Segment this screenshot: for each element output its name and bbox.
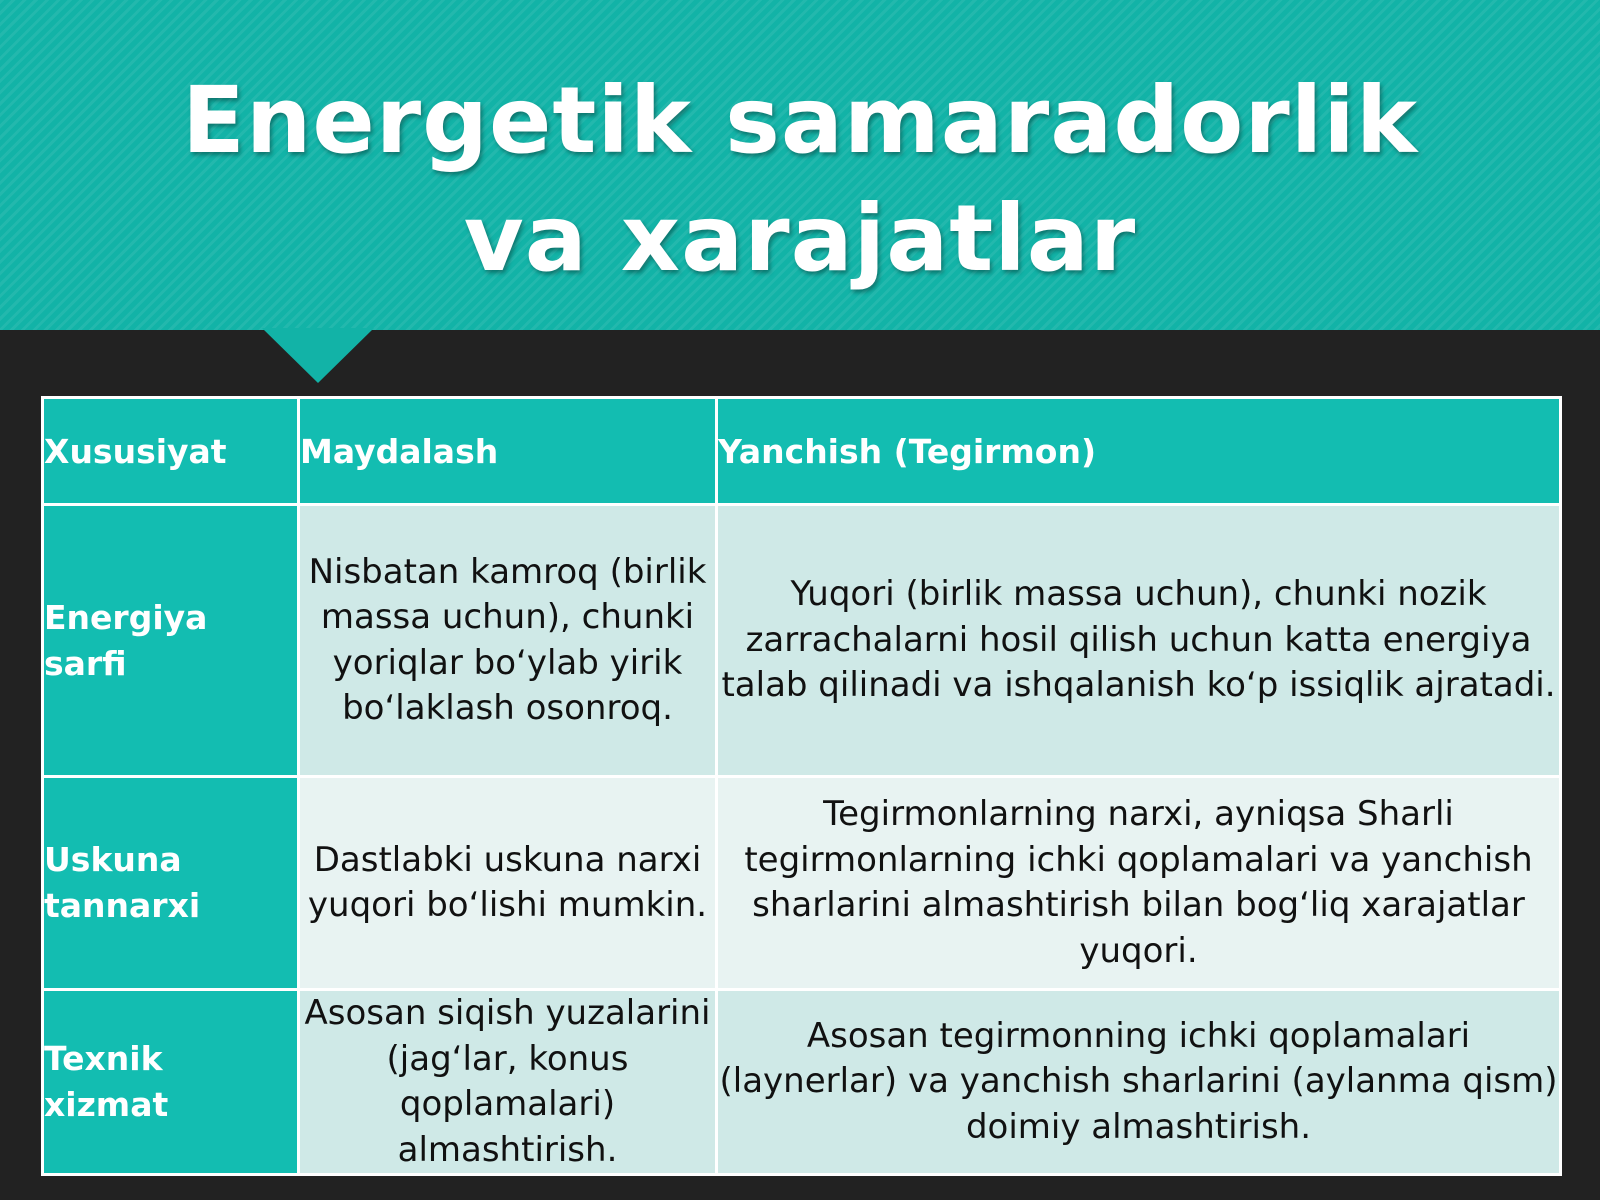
header-xususiyat: Xususiyat: [43, 398, 299, 505]
row-label: Texnik xizmat: [43, 990, 299, 1175]
banner-pointer: [262, 328, 374, 383]
title-line-1: Energetik samaradorlik: [181, 67, 1418, 174]
header-yanchish: Yanchish (Tegirmon): [717, 398, 1561, 505]
slide-title: [0, 62, 1600, 298]
table-row: [43, 990, 1561, 1175]
table-row: [43, 777, 1561, 990]
header-row: [43, 398, 1561, 505]
maydalash-cell: Dastlabki uskuna narxi yuqori bo‘lishi mumkin.: [299, 777, 717, 990]
title-line-2: va xarajatlar: [463, 185, 1137, 292]
yanchish-cell: Asosan tegirmonning ichki qoplamalari (laynerlar) va yanchish sharlarini (aylanma qism) doimiy almashtirish.: [717, 990, 1561, 1175]
yanchish-cell: Yuqori (birlik massa uchun), chunki nozik zarrachalarni hosil qilish uchun katta energiya talab qilinadi va ishqalanish ko‘p issiqlik ajratadi.: [717, 505, 1561, 777]
title-banner: [0, 0, 1600, 330]
header-maydalash: Maydalash: [299, 398, 717, 505]
row-label: Uskuna tannarxi: [43, 777, 299, 990]
maydalash-cell: Nisbatan kamroq (birlik massa uchun), chunki yoriqlar bo‘ylab yirik bo‘laklash osonroq.: [299, 505, 717, 777]
maydalash-cell: Asosan siqish yuzalarini (jag‘lar, konus qoplamalari) almashtirish.: [299, 990, 717, 1175]
yanchish-cell: Tegirmonlarning narxi, ayniqsa Sharli tegirmonlarning ichki qoplamalari va yanchish sharlarini almashtirish bilan bog‘liq xarajatlar yuqori.: [717, 777, 1561, 990]
table-row: [43, 505, 1561, 777]
comparison-table: [41, 396, 1562, 1176]
row-label: Energiya sarfi: [43, 505, 299, 777]
